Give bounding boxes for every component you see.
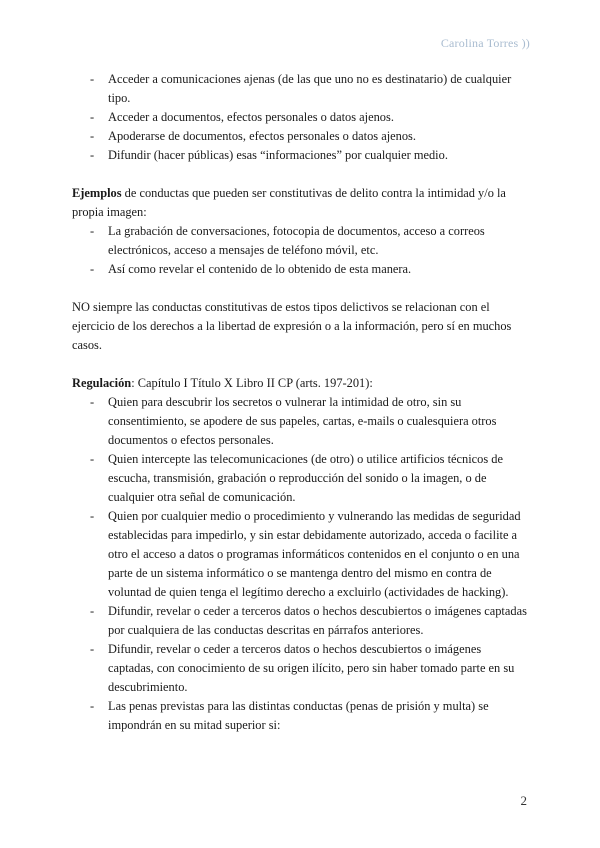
list-item: - Quien para descubrir los secretos o vulnerar la intimidad de otro, sin su consentimiento, se apodere de sus papeles, cartas, e-mails o cualesquiera otros documentos o efectos personales. [108, 393, 528, 450]
list-item: - Acceder a documentos, efectos personales o datos ajenos. [108, 108, 528, 127]
list-item: - Así como revelar el contenido de lo obtenido de esta manera. [108, 260, 528, 279]
ejemplos-text: de conductas que pueden ser constitutivas de delito contra la intimidad y/o la propia imagen: [72, 186, 506, 219]
list-item: - Quien intercepte las telecomunicaciones (de otro) o utilice artificios técnicos de escucha, transmisión, grabación o reproducción del sonido o la imagen, o de cualquier otra señal de comunicación. [108, 450, 528, 507]
list-item: - Acceder a comunicaciones ajenas (de las que uno no es destinatario) de cualquier tipo. [108, 70, 528, 108]
header-author: Carolina Torres )) [440, 36, 530, 50]
regulacion-text: : Capítulo I Título X Libro II CP (arts. 197-201): [131, 376, 373, 390]
ejemplos-paragraph [72, 184, 528, 222]
document-body [72, 70, 528, 735]
list-item: - Difundir (hacer públicas) esas “informaciones” por cualquier medio. [108, 146, 528, 165]
regulacion-list [72, 393, 528, 735]
regulacion-label: Regulación [72, 376, 132, 390]
ejemplos-list [72, 222, 528, 279]
list-item: - Apoderarse de documentos, efectos personales o datos ajenos. [108, 127, 528, 146]
list-item: - Difundir, revelar o ceder a terceros datos o hechos descubiertos o imágenes captadas, con conocimiento de su origen ilícito, pero sin haber tomado parte en su descubrimiento. [108, 640, 528, 697]
list-item: - Quien por cualquier medio o procedimiento y vulnerando las medidas de seguridad establecidas para impedirlo, y sin estar debidamente autorizado, acceda o facilite a otro el acceso a datos o programas informáticos contenidos en el conjunto o en una parte de un sistema informático o se mantenga dentro del mismo en contra de voluntad de quien tenga el legítimo derecho a excluirlo (actividades de hacking). [108, 507, 528, 602]
ejemplos-label: Ejemplos [72, 186, 122, 200]
access-conducts-list [72, 70, 528, 165]
regulacion-paragraph [72, 374, 528, 393]
note-paragraph: NO siempre las conductas constitutivas de estos tipos delictivos se relacionan con el ejercicio de los derechos a la libertad de expresión o a la información, pero sí en muchos casos. [72, 300, 512, 352]
list-item: - Difundir, revelar o ceder a terceros datos o hechos descubiertos o imágenes captadas por cualquiera de las conductas descritas en párrafos anteriores. [108, 602, 528, 640]
list-item: - La grabación de conversaciones, fotocopia de documentos, acceso a correos electrónicos, acceso a mensajes de teléfono móvil, etc. [108, 222, 528, 260]
page-number: 2 [520, 793, 527, 808]
list-item: - Las penas previstas para las distintas conductas (penas de prisión y multa) se impondrán en su mitad superior si: [108, 697, 528, 735]
